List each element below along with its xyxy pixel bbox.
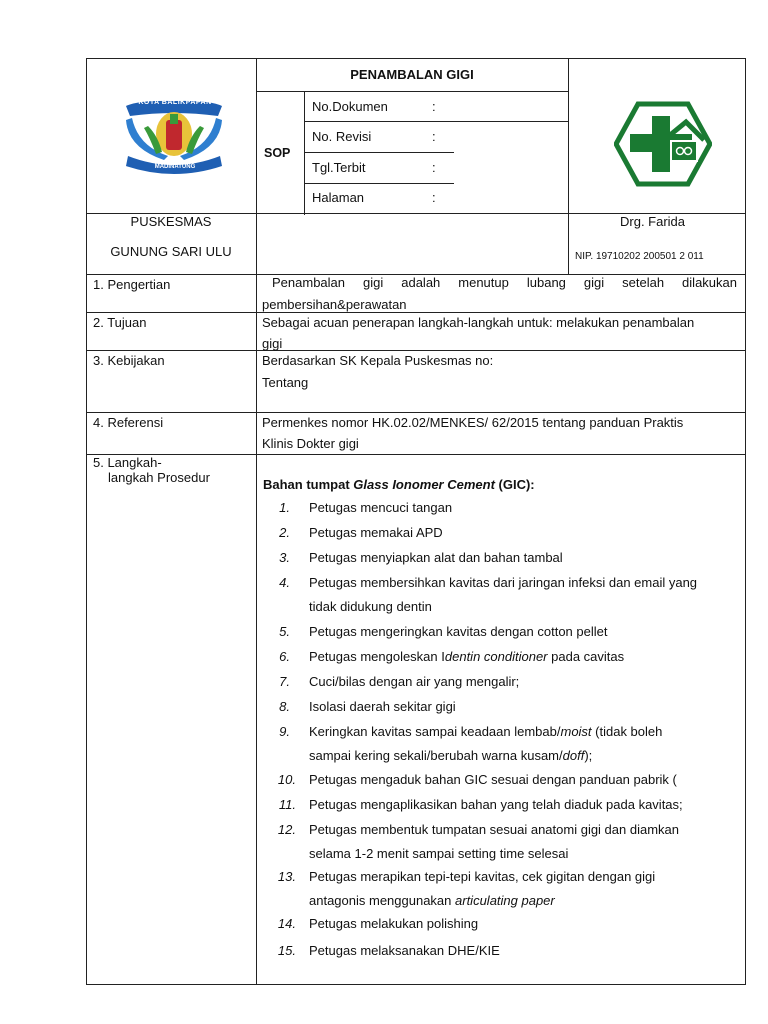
section-label-prosedur: 5. Langkah- [93,455,162,470]
section-label-referensi: 4. Referensi [93,415,164,430]
step-number: 3. [279,550,290,565]
section-label-pengertian: 1. Pengertian [93,277,171,292]
list-item: Petugas membentuk tumpatan sesuai anatomi gigi dan diamkan [309,822,679,837]
section-label-tujuan: 2. Tujuan [93,315,147,330]
heading-pre: Bahan tumpat [263,477,354,492]
kebijakan-text-cont: Tentang [262,375,309,390]
page-title: PENAMBALAN GIGI [350,67,474,82]
step-number: 8. [279,699,290,714]
list-item: Petugas melaksanakan DHE/KIE [309,943,500,958]
step-italic: moist [560,724,592,739]
step-text: sampai kering sekali/berubah warna kusam/ [309,748,563,763]
doc-field-colon: : [432,129,436,144]
doc-field-label: Halaman [312,190,365,205]
tujuan-text: Sebagai acuan penerapan langkah-langkah untuk: melakukan penambalan [262,315,695,330]
list-item-cont [309,748,592,764]
doc-field-colon: : [432,190,436,205]
referensi-text-cont: Klinis Dokter gigi [262,436,359,451]
tujuan-text-cont: gigi [262,336,283,351]
doc-field-label: No.Dokumen [312,99,388,114]
prosedur-heading [263,477,535,493]
step-post: ); [584,748,593,763]
section-label-kebijakan: 3. Kebijakan [93,353,165,368]
step-number: 1. [279,500,290,515]
referensi-text: Permenkes nomor HK.02.02/MENKES/ 62/2015 tentang panduan Praktis [262,415,684,430]
doc-field-label: Tgl.Terbit [312,160,366,175]
list-item: Petugas mengaplikasikan bahan yang telah diaduk pada kavitas; [309,797,683,812]
list-item [309,724,662,740]
step-number: 9. [279,724,290,739]
heading-post: (GIC): [494,477,535,492]
signer-nip: NIP. 19710202 200501 2 011 [575,251,704,262]
step-number: 10. [277,772,296,787]
list-item: Isolasi daerah sekitar gigi [309,699,456,714]
emblem-top-text: KOTA BALIKPAPAN [138,99,212,106]
kebijakan-text: Berdasarkan SK Kepala Puskesmas no: [262,353,494,368]
step-number: 6. [279,649,290,664]
list-item: Petugas memakai APD [309,525,443,540]
list-item: Petugas melakukan polishing [309,916,479,931]
step-text: antagonis menggunakan [309,893,456,908]
step-number: 7. [279,674,290,689]
org-name-line1: PUSKESMAS [130,214,212,229]
step-number: 5. [279,624,290,639]
list-item: Petugas mengeringkan kavitas dengan cotton pellet [309,624,608,639]
step-number: 12. [277,822,296,837]
step-italic: articulating paper [455,893,555,908]
doc-field-label: No. Revisi [312,129,372,144]
sop-label: SOP [264,146,291,160]
step-number: 14. [277,916,296,931]
step-number: 13. [277,869,296,884]
step-text: Petugas mengoleskan I [309,649,445,664]
section-label-prosedur-cont: langkah Prosedur [108,470,210,485]
list-item-cont: selama 1-2 menit sampai setting time selesai [309,846,569,861]
list-item [309,649,624,665]
org-name-line2: GUNUNG SARI ULU [110,244,232,259]
puskesmas-logo-icon [614,100,712,188]
list-item: Petugas membersihkan kavitas dari jaringan infeksi dan email yang [309,575,698,590]
step-number: 15. [277,943,296,958]
signer-name: Drg. Farida [620,214,686,229]
doc-field-colon: : [432,99,436,114]
doc-field-colon: : [432,160,436,175]
step-italic: dentin conditioner [444,649,548,664]
step-post: (tidak boleh [591,724,663,739]
list-item: Petugas merapikan tepi-tepi kavitas, cek gigitan dengan gigi [309,869,656,884]
list-item: Petugas mengaduk bahan GIC sesuai dengan panduan pabrik ( [309,772,677,787]
list-item-cont [309,893,555,909]
list-item-cont: tidak didukung dentin [309,599,432,614]
step-number: 4. [279,575,290,590]
step-number: 2. [279,525,290,540]
step-italic: doff [562,748,585,763]
heading-italic: Glass Ionomer Cement [353,477,495,492]
pengertian-text-cont: pembersihan&perawatan [262,297,407,312]
step-post: pada cavitas [547,649,625,664]
emblem-bottom-text: MADINATUNG [154,164,196,170]
list-item: Cuci/bilas dengan air yang mengalir; [309,674,520,689]
list-item: Petugas mencuci tangan [309,500,453,515]
list-item: Petugas menyiapkan alat dan bahan tambal [309,550,563,565]
step-text: Keringkan kavitas sampai keadaan lembab/ [309,724,561,739]
step-number: 11. [278,797,296,812]
pengertian-text: Penambalan gigi adalah menutup lubang gigi setelah dilakukan [272,275,737,290]
